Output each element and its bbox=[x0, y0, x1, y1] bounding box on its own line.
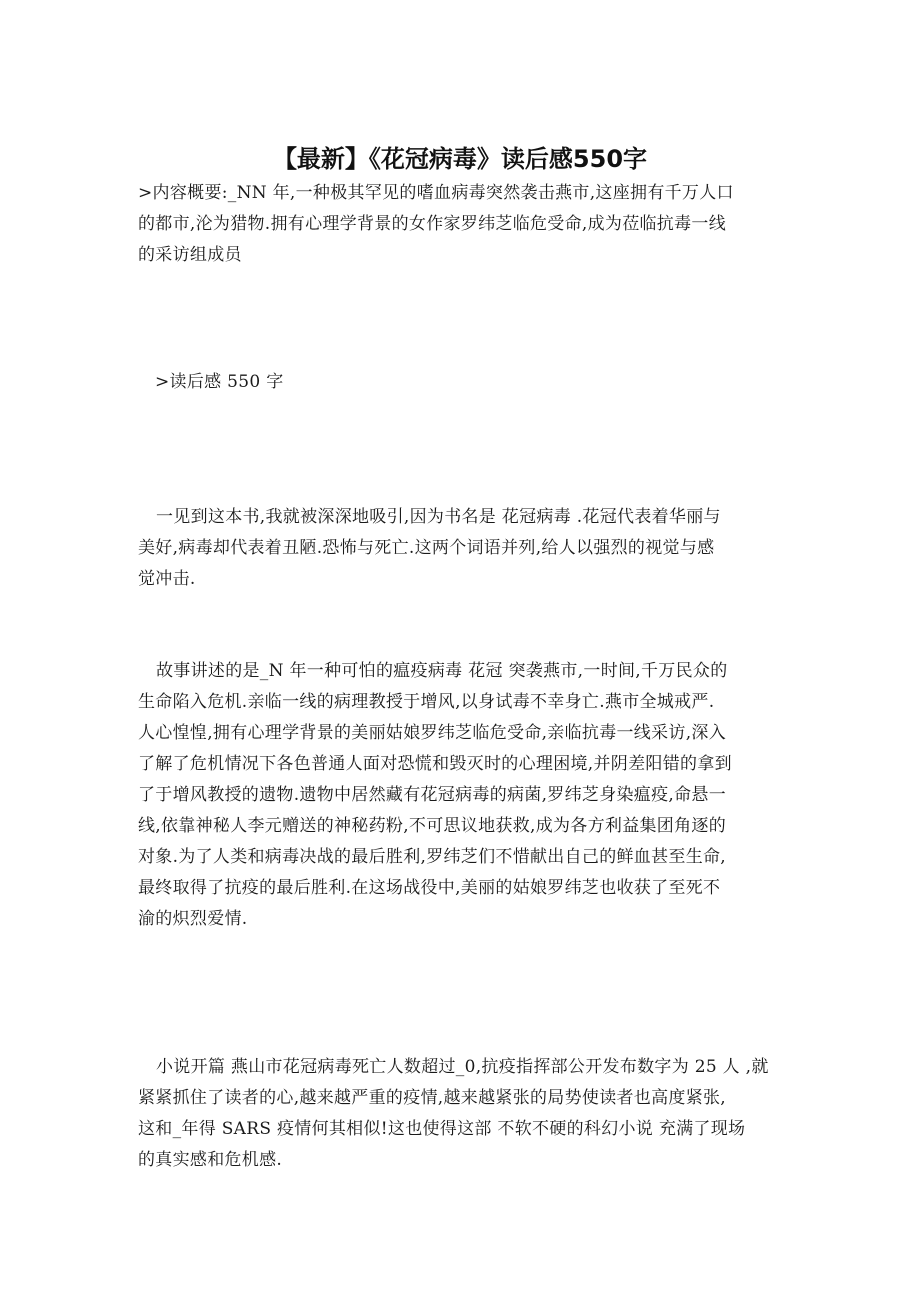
paragraph-line: 人心惶惶,拥有心理学背景的美丽姑娘罗纬芝临危受命,亲临抗毒一线采访,深入 bbox=[138, 723, 727, 743]
paragraph-opening bbox=[138, 1052, 818, 1176]
document-title: 【最新】《花冠病毒》读后感550字 bbox=[272, 145, 648, 173]
paragraph-line: 紧紧抓住了读者的心,越来越严重的疫情,越来越紧张的局势使读者也高度紧张, bbox=[138, 1088, 727, 1108]
paragraph-intro bbox=[138, 502, 788, 595]
paragraph-line: 的真实感和危机感. bbox=[138, 1150, 283, 1170]
paragraph-line: 生命陷入危机.亲临一线的病理教授于增风,以身试毒不幸身亡.燕市全城戒严. bbox=[138, 692, 715, 712]
paragraph-line: 觉冲击. bbox=[138, 569, 196, 589]
paragraph-line: 渝的炽烈爱情. bbox=[138, 909, 248, 929]
paragraph-line: 最终取得了抗疫的最后胜利.在这场战役中,美丽的姑娘罗纬芝也收获了至死不 bbox=[138, 878, 721, 898]
section-heading bbox=[155, 367, 805, 398]
summary-line: 的都市,沦为猎物.拥有心理学背景的女作家罗纬芝临危受命,成为莅临抗毒一线 bbox=[138, 214, 727, 234]
paragraph-line: 了于增风教授的遗物.遗物中居然藏有花冠病毒的病菌,罗纬芝身染瘟疫,命悬一 bbox=[138, 785, 727, 805]
summary-line: 的采访组成员 bbox=[138, 245, 242, 265]
paragraph-line: 故事讲述的是_N 年一种可怕的瘟疫病毒 花冠 突袭燕市,一时间,千万民众的 bbox=[156, 661, 728, 681]
section-heading-text: >读后感 550 字 bbox=[155, 372, 284, 392]
paragraph-line: 了解了危机情况下各色普通人面对恐慌和毁灭时的心理困境,并阴差阳错的拿到 bbox=[138, 754, 732, 774]
paragraph-line: 小说开篇 燕山市花冠病毒死亡人数超过_0,抗疫指挥部公开发布数字为 25 人 ,就 bbox=[156, 1057, 769, 1077]
paragraph-line: 美好,病毒却代表着丑陋.恐怖与死亡.这两个词语并列,给人以强烈的视觉与感 bbox=[138, 538, 715, 558]
paragraph-story bbox=[138, 656, 788, 935]
paragraph-line: 线,依靠神秘人李元赠送的神秘药粉,不可思议地获救,成为各方利益集团角逐的 bbox=[138, 816, 727, 836]
content-summary bbox=[138, 178, 788, 271]
summary-line: >内容概要:_NN 年,一种极其罕见的嗜血病毒突然袭击燕市,这座拥有千万人口 bbox=[138, 183, 734, 203]
paragraph-line: 对象.为了人类和病毒决战的最后胜利,罗纬芝们不惜献出自己的鲜血甚至生命, bbox=[138, 847, 727, 867]
paragraph-line: 一见到这本书,我就被深深地吸引,因为书名是 花冠病毒 .花冠代表着华丽与 bbox=[156, 507, 721, 527]
paragraph-line: 这和_年得 SARS 疫情何其相似!这也使得这部 不软不硬的科幻小说 充满了现场 bbox=[138, 1119, 746, 1139]
